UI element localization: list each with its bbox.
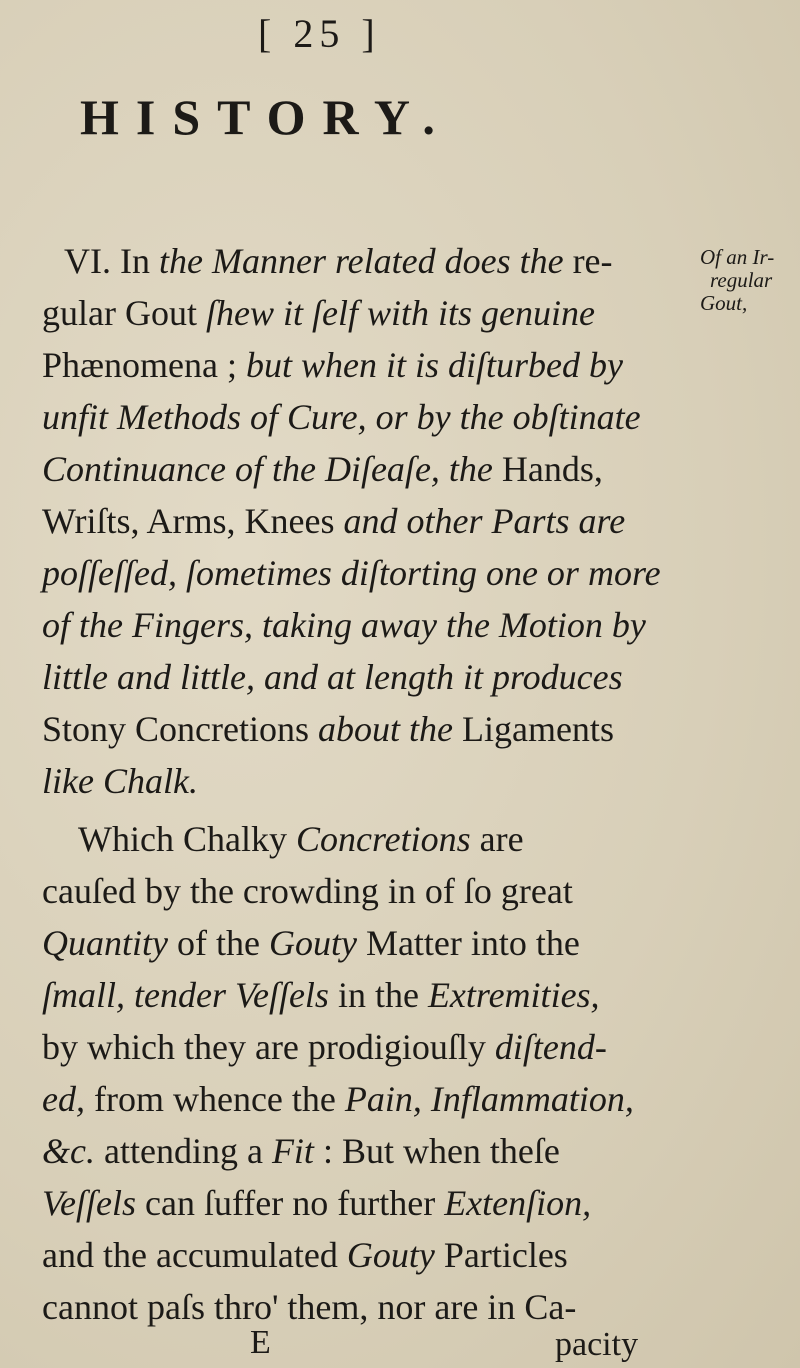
text-line (42, 708, 614, 750)
text-line (42, 396, 641, 438)
text-line (42, 656, 623, 698)
text-segment: Extenſion, (444, 1183, 592, 1223)
text-segment: VI. (64, 241, 120, 281)
text-segment: Pain, Inflammation, (344, 1079, 634, 1119)
text-segment: In (120, 241, 159, 281)
text-segment: from whence the (93, 1079, 345, 1119)
text-segment: the Manner related does the (159, 241, 573, 281)
text-segment: by which they are prodigiouſly (42, 1027, 495, 1067)
text-segment: re- (572, 241, 613, 281)
text-segment: Stony Concretions (42, 709, 318, 749)
text-segment: like Chalk. (42, 761, 198, 801)
text-segment: of the Fingers, taking away the Motion by (42, 605, 646, 645)
text-line (42, 500, 625, 542)
text-segment: and other Parts are (343, 501, 626, 541)
text-line (64, 240, 613, 282)
text-segment: are (479, 819, 524, 859)
text-line (42, 870, 573, 912)
text-line (78, 818, 524, 860)
text-segment: Hands, (501, 449, 603, 489)
text-segment: Phænomena ; (42, 345, 246, 385)
text-segment: ſhew it ſelf with its genuine (205, 293, 595, 333)
text-line (42, 1026, 607, 1068)
text-line (42, 1078, 634, 1120)
text-line (42, 1182, 591, 1224)
text-segment: of the (176, 923, 269, 963)
text-segment: Particles (443, 1235, 568, 1275)
text-line (42, 344, 623, 386)
catchword: pacity (555, 1326, 639, 1363)
text-segment: cannot paſs thro' them, nor are in Ca- (42, 1287, 577, 1327)
section-heading: HISTORY. (80, 89, 452, 145)
text-segment: Fit (271, 1131, 314, 1171)
text-segment: Gouty (346, 1235, 444, 1275)
text-segment: and the accumulated (42, 1235, 347, 1275)
text-segment: Gouty (268, 923, 366, 963)
text-segment: cauſed by the crowding in of ſo great (42, 871, 573, 911)
margin-note-line: Gout, (700, 291, 748, 315)
text-segment: can ſuffer no further (144, 1183, 445, 1223)
text-line (42, 292, 595, 334)
text-segment: but when it is diſturbed by (246, 345, 623, 385)
text-line (42, 604, 646, 646)
text-line (42, 448, 603, 490)
margin-note (700, 246, 774, 315)
text-segment: &c. (42, 1131, 104, 1171)
text-line (42, 1130, 560, 1172)
text-line (42, 922, 580, 964)
text-line (42, 1286, 576, 1328)
text-segment: ſmall, tender Veſſels (42, 975, 338, 1015)
text-segment: unfit Methods of Cure, or by the obſtinate (42, 397, 641, 437)
text-segment: attending a (103, 1131, 272, 1171)
page-number: [ 25 ] (258, 11, 381, 56)
text-segment: Concretions (295, 819, 480, 859)
text-segment: about the (318, 709, 462, 749)
text-segment: gular Gout (42, 293, 206, 333)
text-segment: Which Chalky (78, 819, 296, 859)
text-segment: Wriſts, Arms, Knees (42, 501, 344, 541)
text-segment: Matter into the (365, 923, 580, 963)
text-line (42, 974, 600, 1016)
text-segment: Quantity (42, 923, 177, 963)
text-segment: Extremities, (427, 975, 600, 1015)
text-line (42, 552, 661, 594)
text-segment: Continuance of the Diſeaſe, the (42, 449, 502, 489)
margin-note-line: regular (710, 268, 773, 292)
text-segment: diſtend- (494, 1027, 607, 1067)
text-segment: : But when theſe (313, 1131, 560, 1171)
text-segment: little and little, and at length it produces (42, 657, 623, 697)
text-line (42, 1234, 568, 1276)
signature-mark: E (250, 1324, 271, 1361)
text-segment: Ligaments (461, 709, 614, 749)
text-segment: poſſeſſed, ſometimes diſtorting one or more (42, 553, 661, 593)
margin-note-line: Of an Ir- (700, 245, 775, 269)
text-segment: Veſſels (42, 1183, 145, 1223)
text-line (42, 760, 198, 802)
text-segment: ed, (42, 1079, 94, 1119)
text-segment: in the (337, 975, 428, 1015)
